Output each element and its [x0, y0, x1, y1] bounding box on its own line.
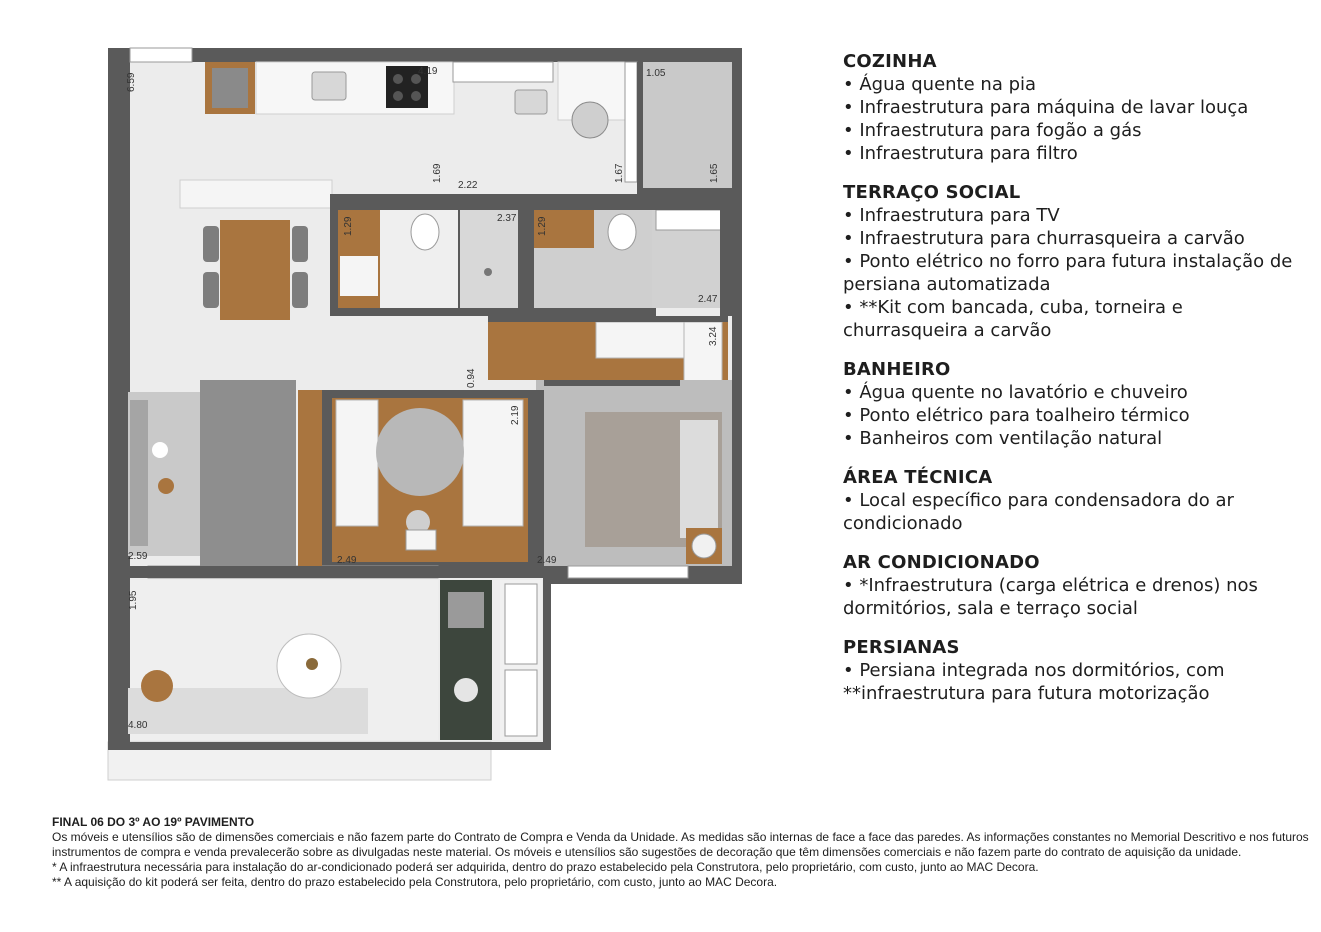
- feature-item: • Ponto elétrico no forro para futura instalação de persiana automatizada: [843, 251, 1293, 295]
- dim-terrace-bottom: 4.80: [128, 720, 148, 731]
- dim-bath2-right: 2.47: [698, 294, 718, 305]
- bathrooms: [330, 194, 732, 316]
- feature-section: [843, 466, 1313, 535]
- feature-section: [843, 50, 1313, 165]
- feature-section-title: AR CONDICIONADO: [843, 552, 1040, 573]
- dim-corridor: 0.94: [466, 368, 477, 388]
- feature-item: • Infraestrutura para filtro: [843, 143, 1078, 164]
- dim-living-bottom: 2.59: [128, 551, 148, 562]
- disclaimer-title: FINAL 06 DO 3º AO 19º PAVIMENTO: [52, 815, 255, 829]
- feature-items: [843, 489, 1313, 535]
- disclaimer: [52, 815, 1312, 890]
- technical-area-wall: [637, 62, 643, 192]
- feature-section: [843, 181, 1313, 342]
- feature-item: • Água quente na pia: [843, 74, 1037, 95]
- feature-section-title: COZINHA: [843, 51, 937, 72]
- dim-suite-bottom: 2.49: [537, 555, 557, 566]
- feature-item: • Ponto elétrico para toalheiro térmico: [843, 405, 1190, 426]
- disclaimer-line: Os móveis e utensílios são de dimensões comerciais e não fazem parte do Contrato de Compra e Venda da Unidade. As medidas são internas de face a face das paredes. As informações constantes no Memorial Descritivo e nos futuros instrumentos de compra e venda prevalecerão sobre as divulgadas neste material. Os móveis e utensílios são sugestões de decoração que têm dimensões comerciais e não fazem parte do contrato de aquisição da unidade.: [52, 830, 1309, 859]
- floor-plan: [100, 40, 760, 785]
- feature-items: [843, 73, 1313, 165]
- dim-bath2-left: 1.29: [537, 216, 548, 236]
- feature-item: • Persiana integrada nos dormitórios, com **infraestrutura para futura motorização: [843, 660, 1225, 704]
- feature-section: [843, 551, 1313, 620]
- dim-terrace-left: 1.95: [128, 590, 139, 610]
- disclaimer-line: * A infraestrutura necessária para instalação do ar-condicionado poderá ser adquirida, dentro do prazo estabelecido pela Construtora, pelo proprietário, com custo, junto ao MAC Decora.: [52, 860, 1039, 874]
- terrace: [128, 580, 542, 740]
- feature-item: • Água quente no lavatório e chuveiro: [843, 382, 1188, 403]
- dim-bedroom2-bottom: 2.49: [337, 555, 357, 566]
- dim-kitchen-top: 4.19: [418, 66, 438, 77]
- feature-item: • **Kit com bancada, cuba, torneira e churrasqueira a carvão: [843, 297, 1183, 341]
- feature-section: [843, 636, 1313, 705]
- feature-items: [843, 204, 1313, 342]
- dim-closet: 3.24: [708, 326, 719, 346]
- feature-item: • Infraestrutura para fogão a gás: [843, 120, 1142, 141]
- feature-section-title: TERRAÇO SOCIAL: [843, 182, 1021, 203]
- dim-hall: 2.22: [458, 180, 478, 191]
- feature-item: • Infraestrutura para máquina de lavar louça: [843, 97, 1249, 118]
- master-bedroom: [536, 380, 732, 578]
- feature-section-title: BANHEIRO: [843, 359, 951, 380]
- outside-area: [550, 580, 750, 755]
- dim-service-right: 1.67: [614, 163, 625, 183]
- feature-item: • Local específico para condensadora do ar condicionado: [843, 490, 1234, 534]
- feature-items: [843, 381, 1313, 450]
- feature-section: [843, 358, 1313, 450]
- feature-items: [843, 659, 1313, 705]
- dim-tech-right: 1.65: [709, 163, 720, 183]
- feature-item: • Infraestrutura para churrasqueira a carvão: [843, 228, 1245, 249]
- window-top: [130, 48, 192, 62]
- feature-section-title: ÁREA TÉCNICA: [843, 467, 993, 488]
- dim-bedroom2-right: 2.19: [510, 405, 521, 425]
- dim-kitchen-bottom: 1.69: [432, 163, 443, 183]
- feature-item: • Banheiros com ventilação natural: [843, 428, 1163, 449]
- dim-bath1-right: 2.37: [497, 213, 517, 224]
- dim-service-area: 6.59: [126, 72, 137, 92]
- kitchen-counter: [205, 62, 454, 114]
- feature-item: • *Infraestrutura (carga elétrica e drenos) nos dormitórios, sala e terraço social: [843, 575, 1258, 619]
- disclaimer-line: ** A aquisição do kit poderá ser feita, dentro do prazo estabelecido pela Construtora, pelo proprietário, com custo, junto ao MAC Decora.: [52, 875, 778, 889]
- feature-items: [843, 574, 1313, 620]
- dim-tech-top: 1.05: [646, 68, 666, 79]
- feature-section-title: PERSIANAS: [843, 637, 960, 658]
- features-list: [843, 50, 1313, 721]
- feature-item: • Infraestrutura para TV: [843, 205, 1060, 226]
- dim-bath1-left: 1.29: [343, 216, 354, 236]
